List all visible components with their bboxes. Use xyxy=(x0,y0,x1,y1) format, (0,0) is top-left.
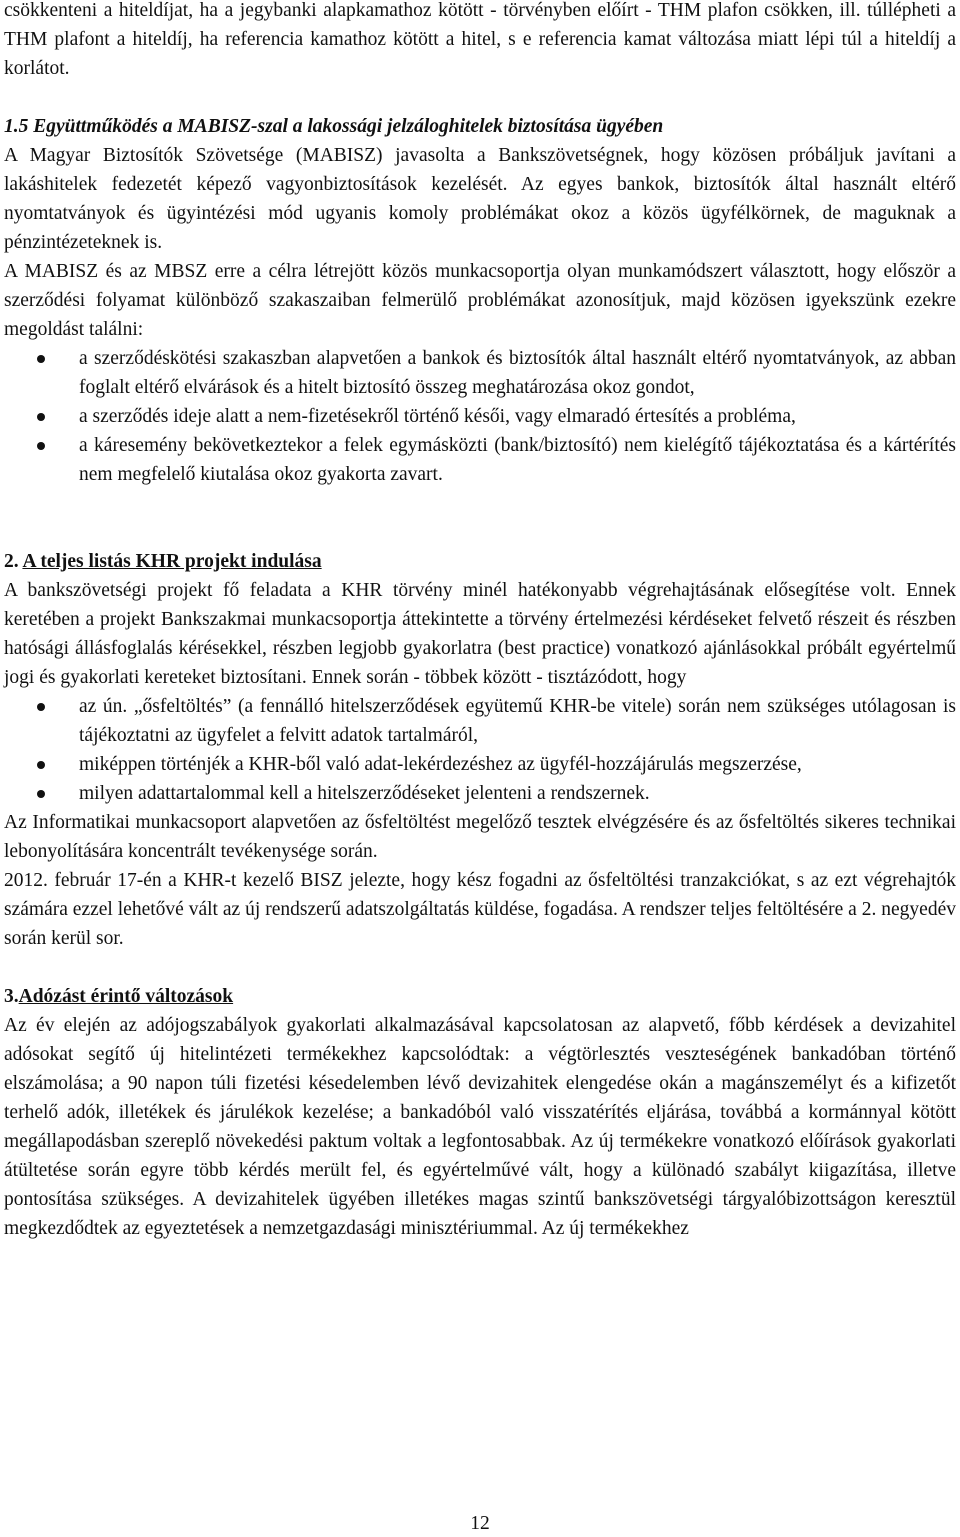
list-item xyxy=(4,750,956,779)
section-2-paragraph-1: A bankszövetségi projekt fő feladata a KHR törvény minél hatékonyabb végrehajtásának elősegítése volt. Ennek keretében a projekt Bankszakmai munkacsoportja áttekintette a törvény értelmezési kérdéseket felvető részeit és részben hatósági állásfoglalás kérésekkel, részben legjobb gyakorlatra (best practice) vonatkozó ajánlásokkal próbált egyértelmű jogi és gyakorlati kereteket biztosítani. Ennek során - többek között - tisztázódott, hogy xyxy=(4,580,956,688)
spacer xyxy=(4,489,956,547)
spacer xyxy=(4,953,956,982)
list-item-text: az ún. „ősfeltöltés” (a fennálló hitelszerződések együtemű KHR-be vitele) során nem szükséges utólagosan is tájékoztatni az ügyfelet a felvitt adatok tartalmáról, xyxy=(79,696,956,746)
bullet-icon xyxy=(37,790,45,798)
list-item xyxy=(4,779,956,808)
list-item xyxy=(4,692,956,750)
section-3-paragraph-1: Az év elején az adójogszabályok gyakorlati alkalmazásával kapcsolatosan az alapvető, főbb kérdések a devizahitel adósokat segítő új hitelintézeti termékekhez kapcsolódtak: a végtörlesztés veszteségének bankadóban történő elszámolása; a 90 napon túli fizetési késedelemben lévő devizahitek elengedése okán a magánszemélyt és a kifizetőt terhelő adók, illetékek és járulékok kezelése; a bankadóból való visszatérítés eljárása, továbbá a kormánnyal kötött megállapodásban szereplő növekedési paktum voltak a legfontosabbak. Az új termékekre vonatkozó előírások gyakorlati átültetése során egyre több kérdés merült fel, és egyértelművé vált, hogy a különadó szabályt kiigazítása, illetve pontosítása szükséges. A devizahitelek ügyében illetékes magas szintű bankszövetségi tárgyalóbizottságon keresztül megkezdődtek az egyeztetések a nemzetgazdasági minisztériummal. Az új termékekhez xyxy=(4,1015,956,1239)
section-1-5-heading: 1.5 Együttműködés a MABISZ-szal a lakossági jelzáloghitelek biztosítása ügyében xyxy=(4,116,664,137)
bullet-icon xyxy=(37,442,45,450)
section-1-5-bullet-list xyxy=(4,344,956,489)
section-2-bullet-list xyxy=(4,692,956,808)
list-item-text: a szerződés ideje alatt a nem-fizetésekről történő késői, vagy elmaradó értesítés a probléma, xyxy=(79,406,796,427)
intro-paragraph: csökkenteni a hiteldíjat, ha a jegybanki alapkamathoz kötött - törvényben előírt - THM plafon csökken, ill. túllépheti a THM plafont a hiteldíj, ha referencia kamathoz kötött a hitel, s e referencia kamat változása miatt lépi túl a hiteldíj a korlátot. xyxy=(4,0,956,79)
section-2-paragraph-2: Az Informatikai munkacsoport alapvetően az ősfeltöltést megelőző tesztek elvégzésére és az ősfeltöltés sikeres technikai lebonyolítására koncentrált tevékenysége során. xyxy=(4,812,956,862)
list-item xyxy=(4,344,956,402)
list-item xyxy=(4,431,956,489)
document-page xyxy=(4,0,956,1243)
list-item xyxy=(4,402,956,431)
bullet-icon xyxy=(37,413,45,421)
bullet-icon xyxy=(37,761,45,769)
page-number: 12 xyxy=(470,1513,490,1534)
section-3-heading xyxy=(4,982,956,1011)
bullet-icon xyxy=(37,703,45,711)
list-item-text: milyen adattartalommal kell a hitelszerződéseket jelenteni a rendszernek. xyxy=(79,783,650,804)
section-3-number: 3. xyxy=(4,986,19,1007)
section-1-5-paragraph-2: A MABISZ és az MBSZ erre a célra létrejött közös munkacsoportja olyan munkamódszert választott, hogy először a szerződési folyamat különböző szakaszaiban felmerülő problémákat azonosítjuk, majd közösen igyekszünk ezekre megoldást találni: xyxy=(4,261,956,340)
list-item-text: a szerződéskötési szakaszban alapvetően a bankok és biztosítók által használt eltérő nyomtatványok, az abban foglalt eltérő elvárások és a hitelt biztosító összeg meghatározása okoz gondot, xyxy=(79,348,956,398)
bullet-icon xyxy=(37,355,45,363)
section-2-number: 2. xyxy=(4,551,19,572)
list-item-text: miképpen történjék a KHR-ből való adat-lekérdezéshez az ügyfél-hozzájárulás megszerzése, xyxy=(79,754,802,775)
section-2-paragraph-3: 2012. február 17-én a KHR-t kezelő BISZ jelezte, hogy kész fogadni az ősfeltöltési tranzakciókat, s az ezt végrehajtók számára ezzel lehetővé vált az új rendszerű adatszolgáltatás küldése, fogadása. A rendszer teljes feltöltésére a 2. negyedév során kerül sor. xyxy=(4,870,956,949)
section-1-5-paragraph-1: A Magyar Biztosítók Szövetsége (MABISZ) javasolta a Bankszövetségnek, hogy közösen próbáljuk javítani a lakáshitelek fedezetét képező vagyonbiztosítások kezelését. Az egyes bankok, biztosítók által használt eltérő nyomtatványok és ügyintézési mód ugyanis komoly problémákat okoz a közös ügyfélkörnek, de maguknak a pénzintézeteknek is. xyxy=(4,145,956,253)
list-item-text: a káresemény bekövetkeztekor a felek egymásközti (bank/biztosító) nem kielégítő tájékoztatása és a kártérítés nem megfelelő kiutalása okoz gyakorta zavart. xyxy=(79,435,956,485)
section-3-title: Adózást érintő változások xyxy=(18,986,234,1007)
section-2-title: A teljes listás KHR projekt indulása xyxy=(22,551,322,572)
section-2-heading xyxy=(4,547,956,576)
